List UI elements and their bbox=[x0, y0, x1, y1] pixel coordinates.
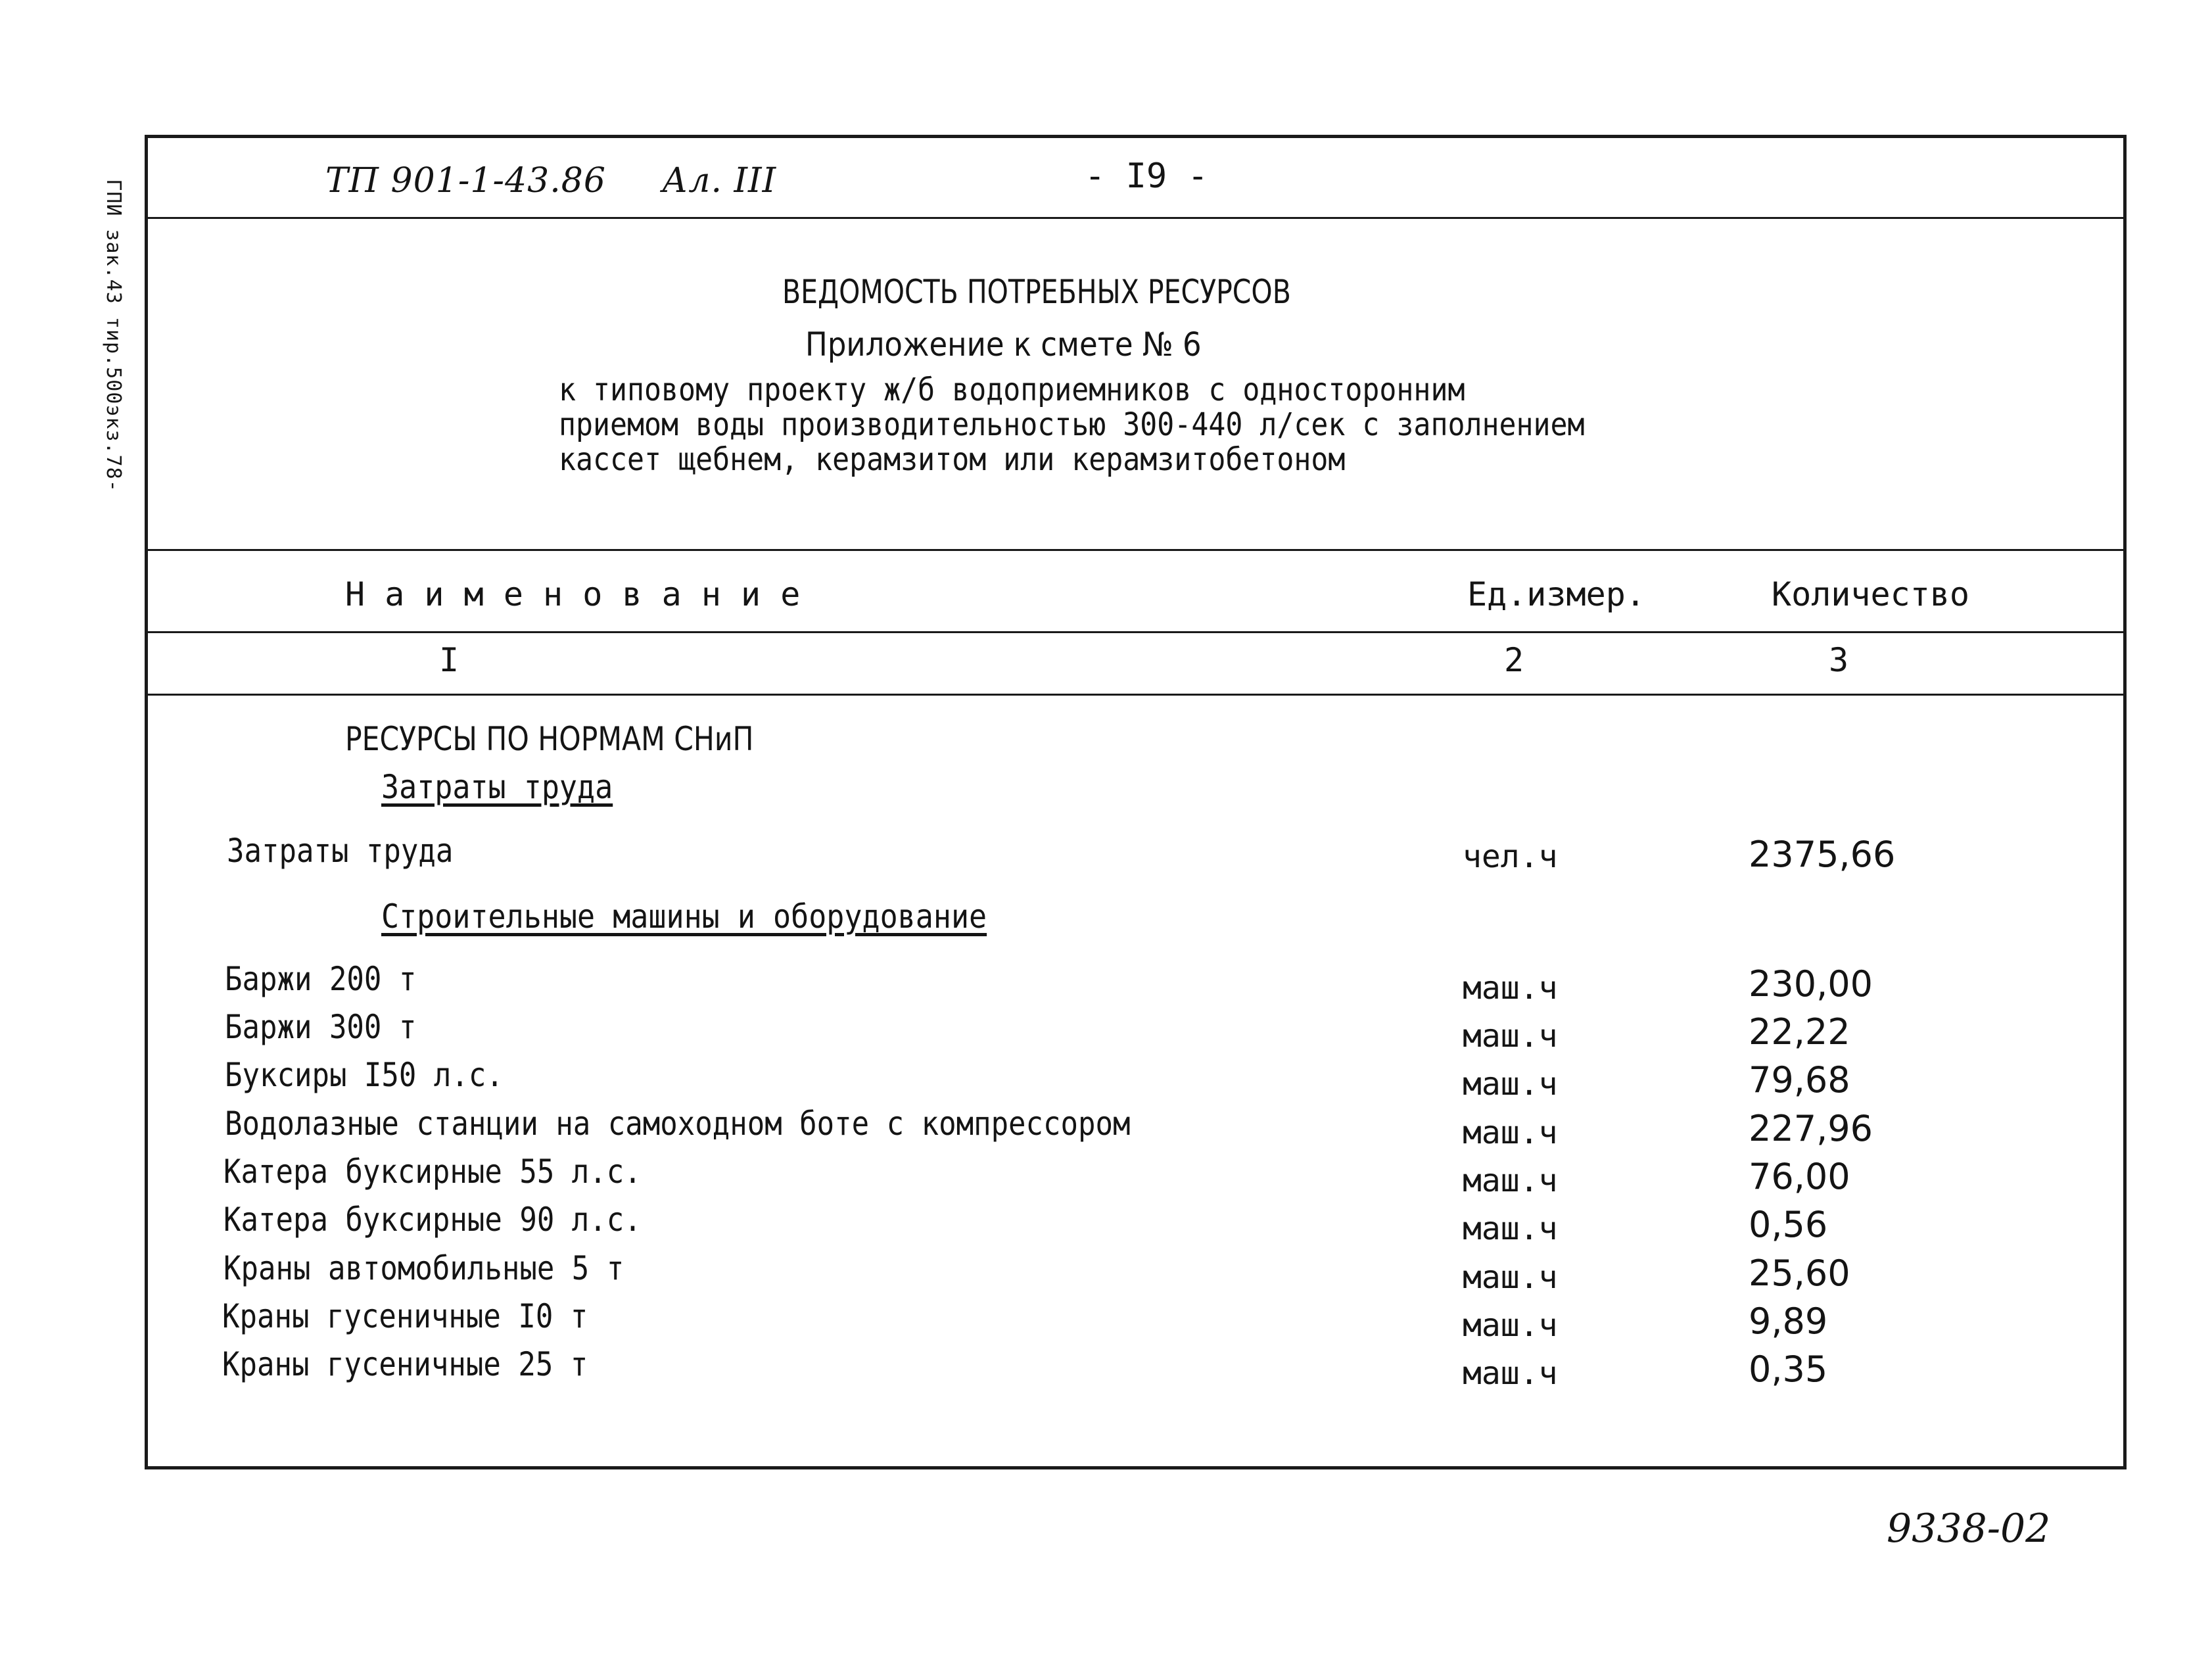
document-title: ВЕДОМОСТЬ ПОТРЕБНЫХ РЕСУРСОВ bbox=[782, 273, 1291, 311]
column-header-quantity: Количество bbox=[1772, 575, 1970, 613]
inventory-number: 9338-02 bbox=[1887, 1506, 2051, 1552]
column-number-1: I bbox=[439, 641, 459, 679]
machine-row-name: Баржи 300 т bbox=[225, 1008, 417, 1046]
machine-row-name: Катера буксирные 55 л.с. bbox=[224, 1153, 642, 1191]
machine-row-name: Баржи 200 т bbox=[225, 960, 417, 998]
machine-row-name: Буксиры I50 л.с. bbox=[225, 1056, 504, 1094]
column-number-3: 3 bbox=[1829, 641, 1849, 679]
description-line-3: кассет щебнем, керамзитом или керамзитобетоном bbox=[559, 441, 1346, 478]
machine-row-quantity: 79,68 bbox=[1749, 1059, 1850, 1101]
page-number: - I9 - bbox=[1085, 156, 1208, 196]
machine-row-quantity: 25,60 bbox=[1749, 1252, 1850, 1294]
machine-row-unit: маш.ч bbox=[1463, 970, 1558, 1007]
machine-row-unit: маш.ч bbox=[1463, 1066, 1558, 1103]
title-divider bbox=[148, 549, 2123, 551]
machine-row-quantity: 0,35 bbox=[1749, 1348, 1828, 1390]
header-divider bbox=[148, 217, 2123, 219]
machine-row-unit: маш.ч bbox=[1463, 1018, 1558, 1055]
machine-row-quantity: 9,89 bbox=[1749, 1300, 1828, 1342]
machine-row-unit: маш.ч bbox=[1463, 1210, 1558, 1247]
description-line-1: к типовому проекту ж/б водоприемников с односторонним bbox=[559, 371, 1465, 408]
machines-heading: Строительные машины и оборудование bbox=[381, 897, 987, 936]
column-header-unit: Ед.измер. bbox=[1467, 575, 1645, 613]
machine-row-quantity: 76,00 bbox=[1749, 1156, 1850, 1197]
labor-row-unit: чел.ч bbox=[1463, 838, 1558, 875]
machine-row-unit: маш.ч bbox=[1463, 1114, 1558, 1151]
machine-row-name: Катера буксирные 90 л.с. bbox=[224, 1201, 642, 1239]
column-header-name: Н а и м е н о в а н и е bbox=[345, 575, 801, 613]
side-stamp-text: ГПИ зак.43 тир.500экз.78- bbox=[101, 178, 125, 492]
labor-row-name: Затраты труда bbox=[227, 832, 454, 870]
description-line-2: приемом воды производительностью 300-440 л/сек с заполнением bbox=[559, 406, 1585, 443]
column-number-divider bbox=[148, 694, 2123, 696]
machine-row-unit: маш.ч bbox=[1463, 1355, 1558, 1392]
machine-row-name: Краны гусеничные 25 т bbox=[222, 1345, 588, 1383]
machine-row-name: Водолазные станции на самоходном боте с компрессором bbox=[225, 1105, 1131, 1143]
machine-row-quantity: 0,56 bbox=[1749, 1204, 1828, 1245]
machine-row-quantity: 22,22 bbox=[1749, 1011, 1850, 1053]
labor-row-quantity: 2375,66 bbox=[1749, 834, 1896, 875]
machine-row-quantity: 227,96 bbox=[1749, 1108, 1873, 1149]
machine-row-unit: маш.ч bbox=[1463, 1259, 1558, 1296]
album-number: Ал. III bbox=[661, 161, 777, 201]
document-code bbox=[325, 161, 776, 201]
section-title: РЕСУРСЫ ПО НОРМАМ СНиП bbox=[345, 720, 754, 758]
document-subtitle: Приложение к смете № 6 bbox=[805, 325, 1202, 364]
machine-row-name: Краны гусеничные I0 т bbox=[222, 1297, 588, 1335]
project-code: ТП 901-1-43.86 bbox=[325, 161, 606, 201]
labor-heading: Затраты труда bbox=[381, 768, 613, 806]
column-header-divider bbox=[148, 631, 2123, 633]
machine-row-unit: маш.ч bbox=[1463, 1162, 1558, 1199]
machine-row-quantity: 230,00 bbox=[1749, 963, 1873, 1005]
side-print-stamp bbox=[74, 151, 153, 519]
column-number-2: 2 bbox=[1504, 641, 1524, 679]
machine-row-unit: маш.ч bbox=[1463, 1307, 1558, 1344]
machine-row-name: Краны автомобильные 5 т bbox=[224, 1249, 624, 1287]
